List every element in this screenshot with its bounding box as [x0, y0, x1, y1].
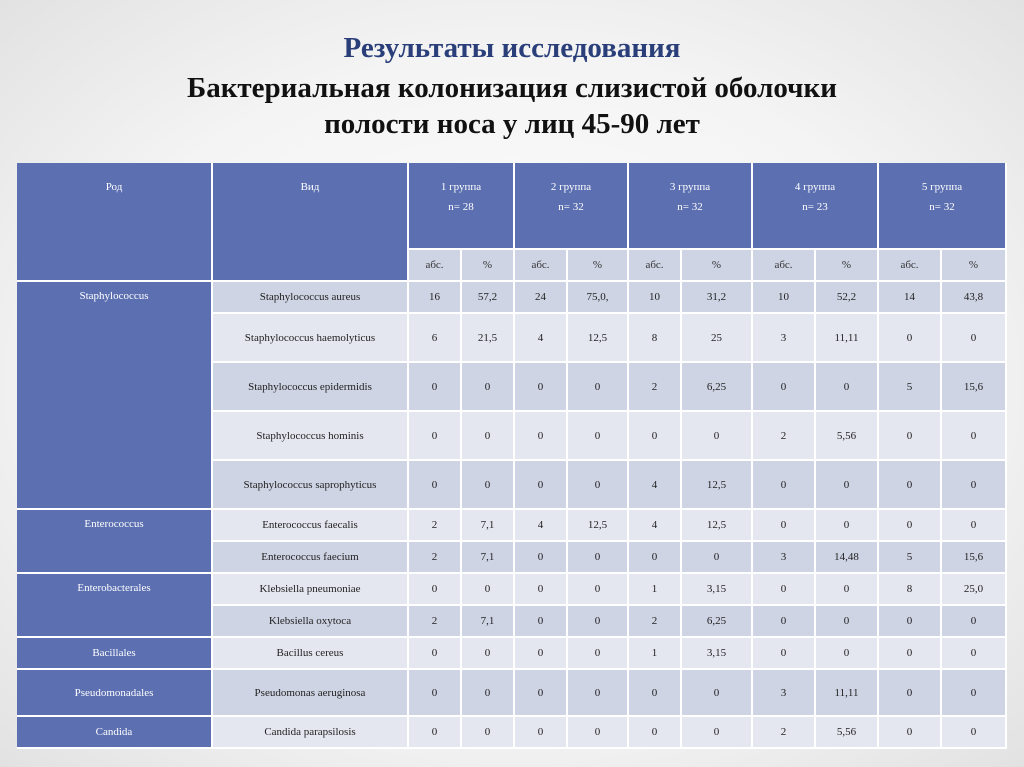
pct-value-cell: 0: [942, 510, 1007, 542]
genus-cell: Bacillales: [17, 638, 213, 670]
abs-value-cell: 4: [515, 314, 568, 363]
species-cell: Pseudomonas aeruginosa: [213, 670, 409, 717]
abs-value-cell: 0: [753, 638, 816, 670]
abs-value-cell: 5: [879, 363, 942, 412]
group-4-name: 4 группа: [794, 181, 836, 193]
pct-value-cell: 25,0: [942, 574, 1007, 606]
pct-value-cell: 0: [568, 363, 629, 412]
pct-value-cell: 43,8: [942, 282, 1007, 314]
abs-value-cell: 4: [515, 510, 568, 542]
species-cell: Klebsiella oxytoca: [213, 606, 409, 638]
header-group-3: [629, 163, 753, 250]
abs-value-cell: 0: [515, 574, 568, 606]
pct-value-cell: 31,2: [682, 282, 753, 314]
pct-value-cell: 0: [568, 606, 629, 638]
abs-value-cell: 2: [409, 510, 462, 542]
genus-cell: Enterobacterales: [17, 574, 213, 638]
abs-value-cell: 0: [515, 717, 568, 749]
pct-value-cell: 0: [568, 542, 629, 574]
group-1-name: 1 группа: [440, 181, 482, 193]
abs-value-cell: 0: [409, 717, 462, 749]
pct-value-cell: 52,2: [816, 282, 879, 314]
table-row: [17, 574, 1007, 606]
pct-value-cell: 75,0,: [568, 282, 629, 314]
abs-value-cell: 16: [409, 282, 462, 314]
group-2-pct-header: %: [568, 250, 629, 282]
abs-value-cell: 3: [753, 542, 816, 574]
slide-subtitle-line-2: полости носа у лиц 45-90 лет: [324, 108, 700, 140]
pct-value-cell: 21,5: [462, 314, 515, 363]
group-5-pct-header: %: [942, 250, 1007, 282]
group-4-abs-header: абс.: [753, 250, 816, 282]
abs-value-cell: 0: [879, 314, 942, 363]
pct-value-cell: 5,56: [816, 717, 879, 749]
species-cell: Enterococcus faecalis: [213, 510, 409, 542]
abs-value-cell: 2: [629, 606, 682, 638]
group-2-name: 2 группа: [550, 181, 592, 193]
pct-value-cell: 5,56: [816, 412, 879, 461]
pct-value-cell: 7,1: [462, 542, 515, 574]
abs-value-cell: 14: [879, 282, 942, 314]
pct-value-cell: 0: [816, 606, 879, 638]
pct-value-cell: 0: [816, 510, 879, 542]
header-group-5: [879, 163, 1007, 250]
genus-cell: Enterococcus: [17, 510, 213, 574]
group-3-n: n= 32: [677, 201, 703, 213]
pct-value-cell: 0: [816, 363, 879, 412]
abs-value-cell: 0: [409, 670, 462, 717]
group-4-n: n= 23: [802, 201, 828, 213]
pct-value-cell: 12,5: [682, 461, 753, 510]
group-2-abs-header: абс.: [515, 250, 568, 282]
group-5-abs-header: абс.: [879, 250, 942, 282]
table-row: [17, 282, 1007, 314]
table-row: [17, 717, 1007, 749]
abs-value-cell: 2: [629, 363, 682, 412]
title-block: [0, 30, 1024, 142]
species-cell: Staphylococcus aureus: [213, 282, 409, 314]
abs-value-cell: 8: [879, 574, 942, 606]
abs-value-cell: 2: [409, 542, 462, 574]
table-row: [17, 638, 1007, 670]
abs-value-cell: 5: [879, 542, 942, 574]
abs-value-cell: 0: [753, 574, 816, 606]
group-3-name: 3 группа: [669, 181, 711, 193]
pct-value-cell: 0: [568, 638, 629, 670]
species-cell: Klebsiella pneumoniae: [213, 574, 409, 606]
pct-value-cell: 0: [682, 412, 753, 461]
pct-value-cell: 0: [942, 461, 1007, 510]
abs-value-cell: 2: [409, 606, 462, 638]
abs-value-cell: 0: [409, 638, 462, 670]
species-cell: Staphylococcus hominis: [213, 412, 409, 461]
abs-value-cell: 0: [515, 542, 568, 574]
abs-value-cell: 0: [409, 363, 462, 412]
pct-value-cell: 11,11: [816, 314, 879, 363]
table-row: [17, 510, 1007, 542]
pct-value-cell: 0: [942, 638, 1007, 670]
header-group-1: [409, 163, 515, 250]
abs-value-cell: 0: [879, 670, 942, 717]
pct-value-cell: 0: [816, 574, 879, 606]
species-cell: Candida parapsilosis: [213, 717, 409, 749]
slide-title: Результаты исследования: [343, 32, 681, 64]
abs-value-cell: 3: [753, 670, 816, 717]
abs-value-cell: 0: [629, 542, 682, 574]
abs-value-cell: 0: [753, 510, 816, 542]
abs-value-cell: 0: [629, 670, 682, 717]
pct-value-cell: 0: [568, 670, 629, 717]
pct-value-cell: 0: [682, 542, 753, 574]
group-1-n: n= 28: [448, 201, 474, 213]
pct-value-cell: 7,1: [462, 510, 515, 542]
species-cell: Staphylococcus epidermidis: [213, 363, 409, 412]
abs-value-cell: 0: [879, 638, 942, 670]
abs-value-cell: 0: [879, 412, 942, 461]
pct-value-cell: 0: [568, 461, 629, 510]
abs-value-cell: 0: [515, 606, 568, 638]
abs-value-cell: 4: [629, 461, 682, 510]
header-group-4: [753, 163, 879, 250]
abs-value-cell: 0: [515, 363, 568, 412]
group-1-abs-header: абс.: [409, 250, 462, 282]
group-5-name: 5 группа: [921, 181, 963, 193]
abs-value-cell: 0: [515, 638, 568, 670]
abs-value-cell: 2: [753, 412, 816, 461]
group-3-pct-header: %: [682, 250, 753, 282]
table-body: [17, 282, 1007, 749]
abs-value-cell: 0: [753, 363, 816, 412]
pct-value-cell: 0: [462, 412, 515, 461]
abs-value-cell: 0: [879, 461, 942, 510]
abs-value-cell: 0: [753, 606, 816, 638]
abs-value-cell: 1: [629, 638, 682, 670]
pct-value-cell: 0: [682, 670, 753, 717]
pct-value-cell: 12,5: [568, 314, 629, 363]
pct-value-cell: 0: [462, 363, 515, 412]
pct-value-cell: 7,1: [462, 606, 515, 638]
pct-value-cell: 0: [568, 717, 629, 749]
pct-value-cell: 0: [942, 412, 1007, 461]
table-row: [17, 670, 1007, 717]
genus-cell: Pseudomonadales: [17, 670, 213, 717]
abs-value-cell: 0: [629, 717, 682, 749]
pct-value-cell: 0: [462, 461, 515, 510]
abs-value-cell: 10: [629, 282, 682, 314]
abs-value-cell: 3: [753, 314, 816, 363]
abs-value-cell: 0: [879, 606, 942, 638]
abs-value-cell: 0: [409, 461, 462, 510]
abs-value-cell: 0: [409, 412, 462, 461]
abs-value-cell: 0: [515, 461, 568, 510]
group-1-pct-header: %: [462, 250, 515, 282]
abs-value-cell: 0: [515, 412, 568, 461]
pct-value-cell: 0: [462, 638, 515, 670]
genus-cell: Candida: [17, 717, 213, 749]
pct-value-cell: 15,6: [942, 542, 1007, 574]
pct-value-cell: 3,15: [682, 638, 753, 670]
pct-value-cell: 6,25: [682, 606, 753, 638]
pct-value-cell: 0: [462, 574, 515, 606]
abs-value-cell: 8: [629, 314, 682, 363]
pct-value-cell: 0: [816, 638, 879, 670]
pct-value-cell: 11,11: [816, 670, 879, 717]
abs-value-cell: 0: [753, 461, 816, 510]
group-5-n: n= 32: [929, 201, 955, 213]
pct-value-cell: 0: [462, 717, 515, 749]
pct-value-cell: 57,2: [462, 282, 515, 314]
header-group-2: [515, 163, 629, 250]
group-2-n: n= 32: [558, 201, 584, 213]
pct-value-cell: 0: [568, 574, 629, 606]
pct-value-cell: 3,15: [682, 574, 753, 606]
abs-value-cell: 0: [409, 574, 462, 606]
abs-value-cell: 2: [753, 717, 816, 749]
abs-value-cell: 6: [409, 314, 462, 363]
group-4-pct-header: %: [816, 250, 879, 282]
abs-value-cell: 10: [753, 282, 816, 314]
abs-value-cell: 0: [879, 510, 942, 542]
pct-value-cell: 0: [568, 412, 629, 461]
slide-subtitle-line-1: Бактериальная колонизация слизистой оболочки: [187, 72, 837, 104]
header-genus: Род: [17, 163, 213, 282]
pct-value-cell: 0: [816, 461, 879, 510]
species-cell: Staphylococcus haemolyticus: [213, 314, 409, 363]
pct-value-cell: 12,5: [568, 510, 629, 542]
species-cell: Enterococcus faecium: [213, 542, 409, 574]
abs-value-cell: 24: [515, 282, 568, 314]
group-3-abs-header: абс.: [629, 250, 682, 282]
species-cell: Bacillus cereus: [213, 638, 409, 670]
header-species: Вид: [213, 163, 409, 282]
pct-value-cell: 14,48: [816, 542, 879, 574]
abs-value-cell: 1: [629, 574, 682, 606]
abs-value-cell: 0: [879, 717, 942, 749]
results-table: [17, 163, 1007, 749]
pct-value-cell: 0: [462, 670, 515, 717]
pct-value-cell: 0: [682, 717, 753, 749]
species-cell: Staphylococcus saprophyticus: [213, 461, 409, 510]
abs-value-cell: 4: [629, 510, 682, 542]
pct-value-cell: 25: [682, 314, 753, 363]
pct-value-cell: 15,6: [942, 363, 1007, 412]
pct-value-cell: 0: [942, 314, 1007, 363]
pct-value-cell: 0: [942, 670, 1007, 717]
pct-value-cell: 0: [942, 606, 1007, 638]
pct-value-cell: 12,5: [682, 510, 753, 542]
abs-value-cell: 0: [515, 670, 568, 717]
header-row: [17, 163, 1007, 250]
genus-cell: Staphylococcus: [17, 282, 213, 510]
pct-value-cell: 6,25: [682, 363, 753, 412]
results-table-wrapper: [17, 163, 1007, 749]
abs-value-cell: 0: [629, 412, 682, 461]
pct-value-cell: 0: [942, 717, 1007, 749]
